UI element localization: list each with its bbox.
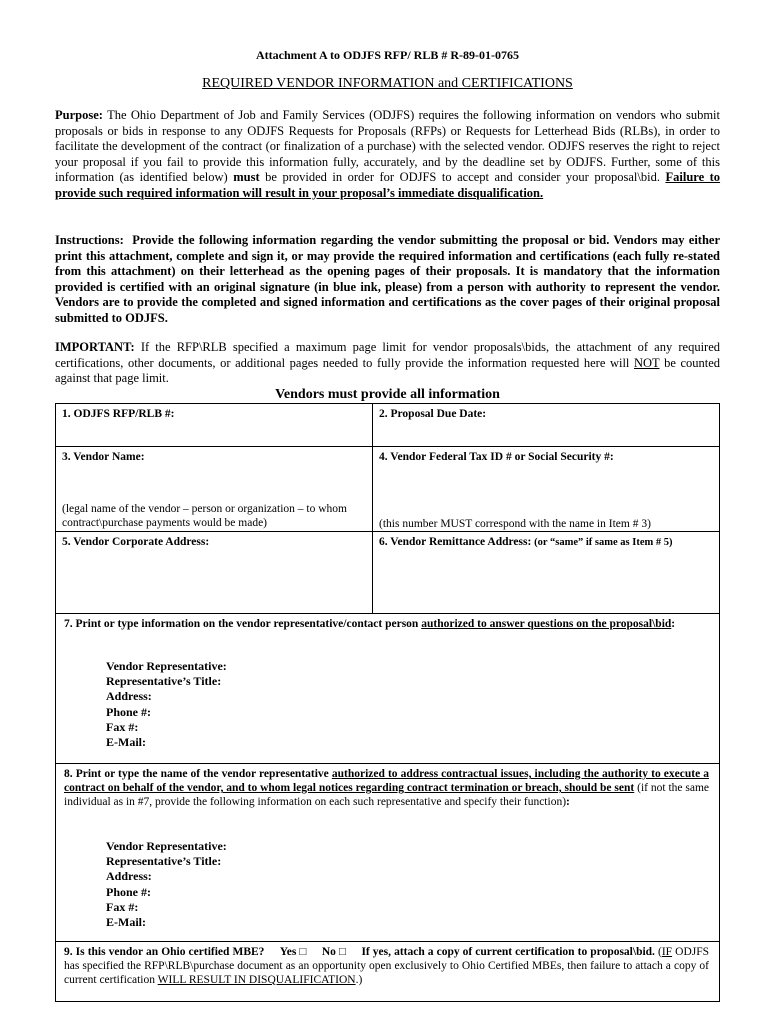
section-7-underlined: authorized to answer questions on the proposal\bid: [421, 618, 672, 630]
important-not: NOT: [634, 355, 660, 370]
field-corporate-address[interactable]: [56, 532, 373, 614]
important-text: If the RFP\RLB specified a maximum page limit for vendor proposals\bids, the attachment of any required certifications, other documents, or additional pages needed to fully provide the information requested here will: [55, 340, 721, 370]
section-9-text: [64, 945, 709, 987]
instructions-paragraph: [55, 233, 720, 327]
mbe-question: 9. Is this vendor an Ohio certified MBE?: [64, 946, 265, 958]
section-contact-person: [56, 614, 719, 764]
section-7-heading: [64, 617, 709, 631]
rep7-fax-field[interactable]: Fax #:: [106, 719, 139, 734]
section-contractual-representative: [56, 764, 719, 942]
instructions-label: Instructions:: [55, 233, 124, 247]
remittance-address-note: (or “same” if same as Item # 5): [534, 537, 673, 548]
rep7-name-field[interactable]: Vendor Representative:: [106, 659, 227, 673]
field-proposal-due-date-label: 2. Proposal Due Date:: [379, 408, 487, 420]
document-title: REQUIRED VENDOR INFORMATION and CERTIFICATIONS: [202, 76, 573, 91]
field-proposal-due-date[interactable]: [373, 404, 719, 447]
section-7-colon: :: [671, 618, 676, 630]
mbe-paren-open: (: [658, 946, 662, 958]
section-mbe: [56, 942, 719, 1001]
mbe-if: IF: [661, 946, 673, 958]
important-paragraph: [55, 340, 720, 387]
section-7-text: 7. Print or type information on the vendor representative/contact person: [64, 618, 419, 630]
purpose-paragraph: [55, 108, 720, 202]
rep8-email-field[interactable]: E-Mail:: [106, 914, 146, 929]
vendor-name-note: (legal name of the vendor – person or organization – to whom contract\purchase payments would be made): [62, 503, 347, 529]
field-vendor-name-label: 3. Vendor Name:: [62, 451, 145, 463]
purpose-text: The Ohio Department of Job and Family Services (ODJFS) requires the following information on vendors who submit proposals or bids in response to any ODJFS Requests for Proposals (RFPs) or Requests for Letterhead Bids (RLBs), in order to facilitate the development of the contract (or finalization of a purchase) with the selected vendor. ODJFS reserves the right to reject your proposal if you fail to provide this information fully, accurately, and by the deadline set by ODJFS. Further, some of this information (as identified below): [55, 108, 720, 185]
rep8-fax-field[interactable]: Fax #:: [106, 899, 139, 914]
instructions-text: Provide the following information regarding the vendor submitting the proposal or bid. Vendors may either print this attachment, complete and sign it, or may provide the required information and certifications (each fully re-stated from this attachment) on their letterhead as the opening pages of their proposals. It is mandatory that the information provided is certified with an original signature (in blue ink, please) from a person with authority to represent the vendor. Vendors are to provide the completed and signed information and certifications as the cover pages of their original proposal submitted to ODJFS.: [55, 233, 721, 325]
rep7-phone-field[interactable]: Phone #:: [106, 704, 151, 719]
section-8-fields: [106, 839, 227, 930]
rep8-address-field[interactable]: Address:: [106, 869, 152, 884]
important-text-2: be counted against that page limit.: [55, 355, 721, 386]
vendors-heading: Vendors must provide all information: [275, 387, 500, 402]
important-label: IMPORTANT:: [55, 340, 135, 354]
rep8-phone-field[interactable]: Phone #:: [106, 884, 151, 899]
document-header: Attachment A to ODJFS RFP/ RLB # R-89-01-0765: [256, 48, 519, 62]
tax-id-note: (this number MUST correspond with the name in Item # 3): [379, 518, 651, 530]
field-remittance-address-label: 6. Vendor Remittance Address:: [379, 536, 532, 548]
field-rfp-number[interactable]: [56, 404, 373, 447]
purpose-label: Purpose:: [55, 108, 103, 122]
mbe-no-checkbox[interactable]: No □: [321, 946, 347, 958]
section-8-rest: (if not the same individual as in #7, provide the following information on each such representative and specify their function): [64, 782, 710, 808]
field-remittance-address[interactable]: [373, 532, 719, 614]
field-corporate-address-label: 5. Vendor Corporate Address:: [62, 536, 210, 548]
mbe-attach-instruction: If yes, attach a copy of current certification to proposal\bid.: [361, 946, 655, 958]
purpose-must: must: [233, 170, 260, 185]
field-tax-id[interactable]: [373, 447, 719, 532]
mbe-end: .): [355, 974, 363, 986]
section-8-underlined: authorized to address contractual issues, including the authority to execute a contract on behalf of the vendor, and to whom legal notices regarding contract termination or breach, should be sent: [64, 768, 709, 794]
mbe-disqualification: WILL RESULT IN DISQUALIFICATION: [157, 974, 356, 986]
field-tax-id-label: 4. Vendor Federal Tax ID # or Social Security #:: [379, 451, 614, 463]
field-rfp-number-label: 1. ODJFS RFP/RLB #:: [62, 408, 175, 420]
purpose-warning: Failure to provide such required information will result in your proposal’s immediate disqualification.: [55, 170, 721, 200]
rep8-title-field[interactable]: Representative’s Title:: [106, 854, 222, 869]
rep7-title-field[interactable]: Representative’s Title:: [106, 674, 222, 689]
rep7-email-field[interactable]: E-Mail:: [106, 734, 146, 749]
section-8-text: 8. Print or type the name of the vendor representative: [64, 768, 329, 780]
section-8-heading: [64, 767, 709, 809]
mbe-yes-checkbox[interactable]: Yes □: [279, 946, 307, 958]
section-7-fields: [106, 659, 227, 750]
purpose-text-2: be provided in order for ODJFS to accept and consider your proposal\bid.: [265, 170, 660, 185]
section-8-colon: :: [566, 796, 570, 808]
field-vendor-name[interactable]: [56, 447, 373, 532]
rep8-name-field[interactable]: Vendor Representative:: [106, 839, 227, 853]
vendor-form: [55, 403, 720, 1002]
rep7-address-field[interactable]: Address:: [106, 689, 152, 704]
mbe-text: ODJFS has specified the RFP\RLB\purchase document as an opportunity open exclusively to Ohio Certified MBEs, then failure to attach a copy of current certification: [64, 946, 710, 986]
